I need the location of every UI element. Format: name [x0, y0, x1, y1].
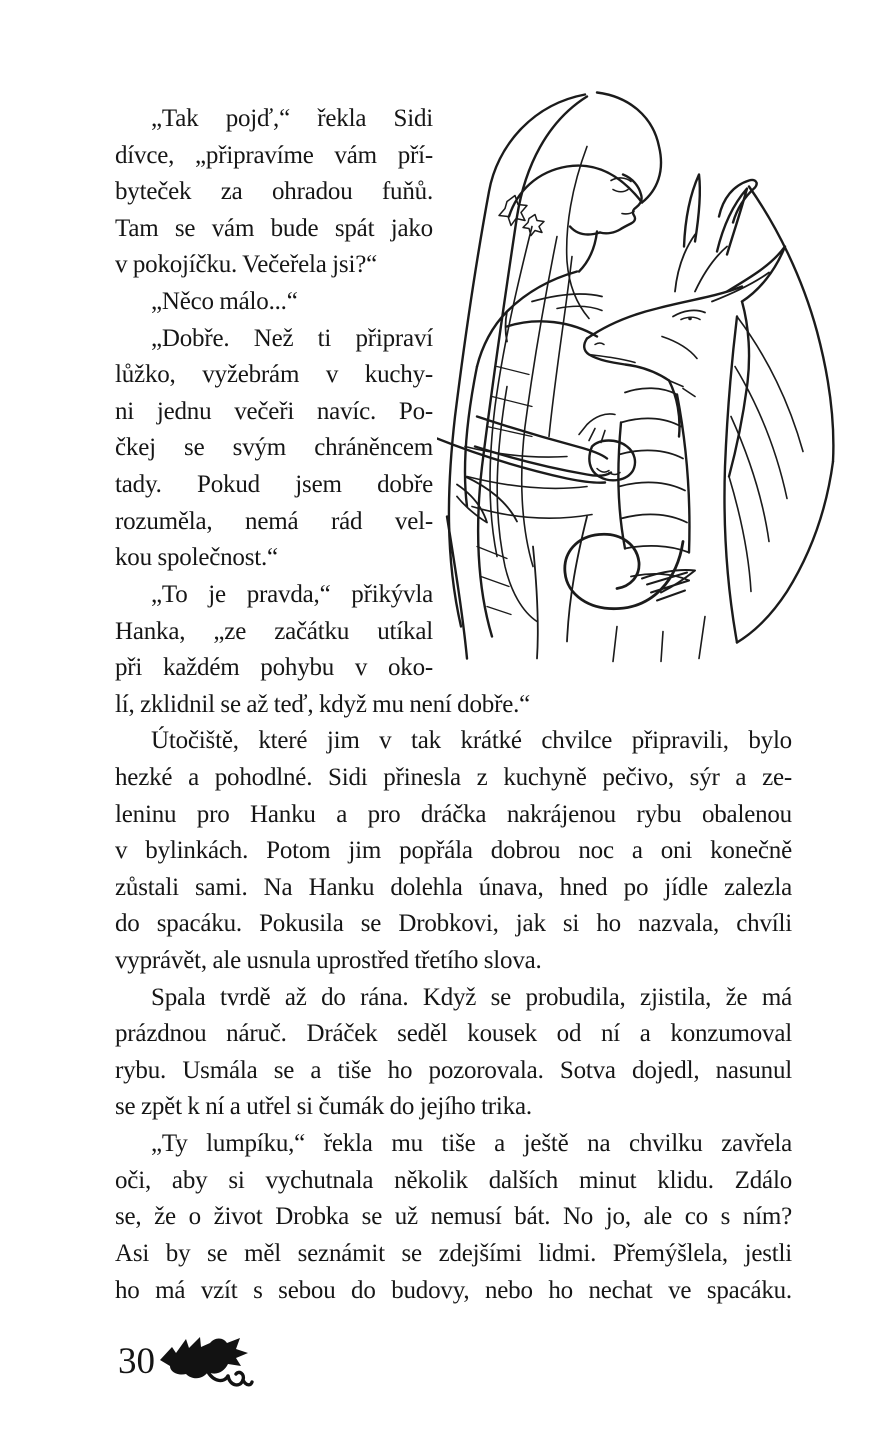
text-line: kou společnost.“ [115, 544, 278, 572]
girl-with-dragon-drawing [437, 85, 838, 663]
text-line: „Tak pojď,“ řekla Sidi [151, 105, 433, 132]
text-line: „Něco málo...“ [151, 288, 298, 316]
text-line: vyprávět, ale usnula uprostřed třetího slova. [115, 947, 542, 975]
text-line: do spacáku. Pokusila se Drobkovi, jak si ho nazvala, chvíli [115, 910, 792, 938]
text-line: v pokojíčku. Večeřela jsi?“ [115, 251, 377, 279]
page-footer [118, 1328, 318, 1408]
text-line: se, že o život Drobka se už nemusí bát. No jo, ale co s ním? [115, 1203, 792, 1231]
text-line: „To je pravda,“ přikývla [151, 580, 433, 608]
text-line: rozuměla, nemá rád vel- [115, 507, 433, 535]
text-line: Spala tvrdě až do rána. Když se probudila, zjistila, že má [151, 983, 792, 1011]
text-line: čkej se svým chráněncem [115, 434, 433, 462]
text-line: ho má vzít s sebou do budovy, nebo ho nechat ve spacáku. [115, 1276, 792, 1304]
text-line: při každém pohybu v oko- [115, 654, 433, 682]
text-line: v bylinkách. Potom jim popřála dobrou noc a oni konečně [115, 837, 792, 865]
text-line: Tam se vám bude spát jako [115, 214, 433, 242]
page-number: 30 [118, 1341, 155, 1382]
text-line: lí, zklidnil se až teď, když mu není dobře.“ [115, 690, 531, 718]
text-line: se zpět k ní a utřel si čumák do jejího trika. [115, 1093, 532, 1121]
text-line: Asi by se měl seznámit se zdejšími lidmi. Přemýšlela, jestli [115, 1239, 792, 1267]
text-line: lůžko, vyžebrám v kuchy- [115, 361, 433, 389]
text-line: ni jednu večeři navíc. Po- [115, 397, 433, 425]
text-line: „Ty lumpíku,“ řekla mu tiše a ještě na chvilku zavřela [151, 1130, 792, 1158]
text-line: dívce, „připravíme vám pří- [115, 141, 433, 169]
text-line: zůstali sami. Na Hanku dolehla únava, hned po jídle zalezla [115, 873, 792, 901]
dragon-ornament-icon [158, 1328, 254, 1394]
text-line: oči, aby si vychutnala několik dalších minut klidu. Zdálo [115, 1166, 792, 1194]
text-line: Útočiště, které jim v tak krátké chvilce připravili, bylo [151, 727, 792, 755]
text-line: rybu. Usmála se a tiše ho pozorovala. Sotva dojedl, nasunul [115, 1056, 792, 1084]
text-line: „Dobře. Než ti připraví [151, 324, 433, 352]
illustration-girl-with-dragon [437, 85, 838, 663]
text-line: leninu pro Hanku a pro dráčka nakrájenou rybu obalenou [115, 800, 792, 828]
text-line: hezké a pohodlné. Sidi přinesla z kuchyně pečivo, sýr a ze- [115, 763, 792, 791]
text-line: prázdnou náruč. Dráček seděl kousek od ní a konzumoval [115, 1020, 792, 1048]
text-line: byteček za ohradou fuňů. [115, 178, 433, 206]
text-line: Hanka, „ze začátku utíkal [115, 617, 433, 645]
text-line: tady. Pokud jsem dobře [115, 471, 433, 499]
